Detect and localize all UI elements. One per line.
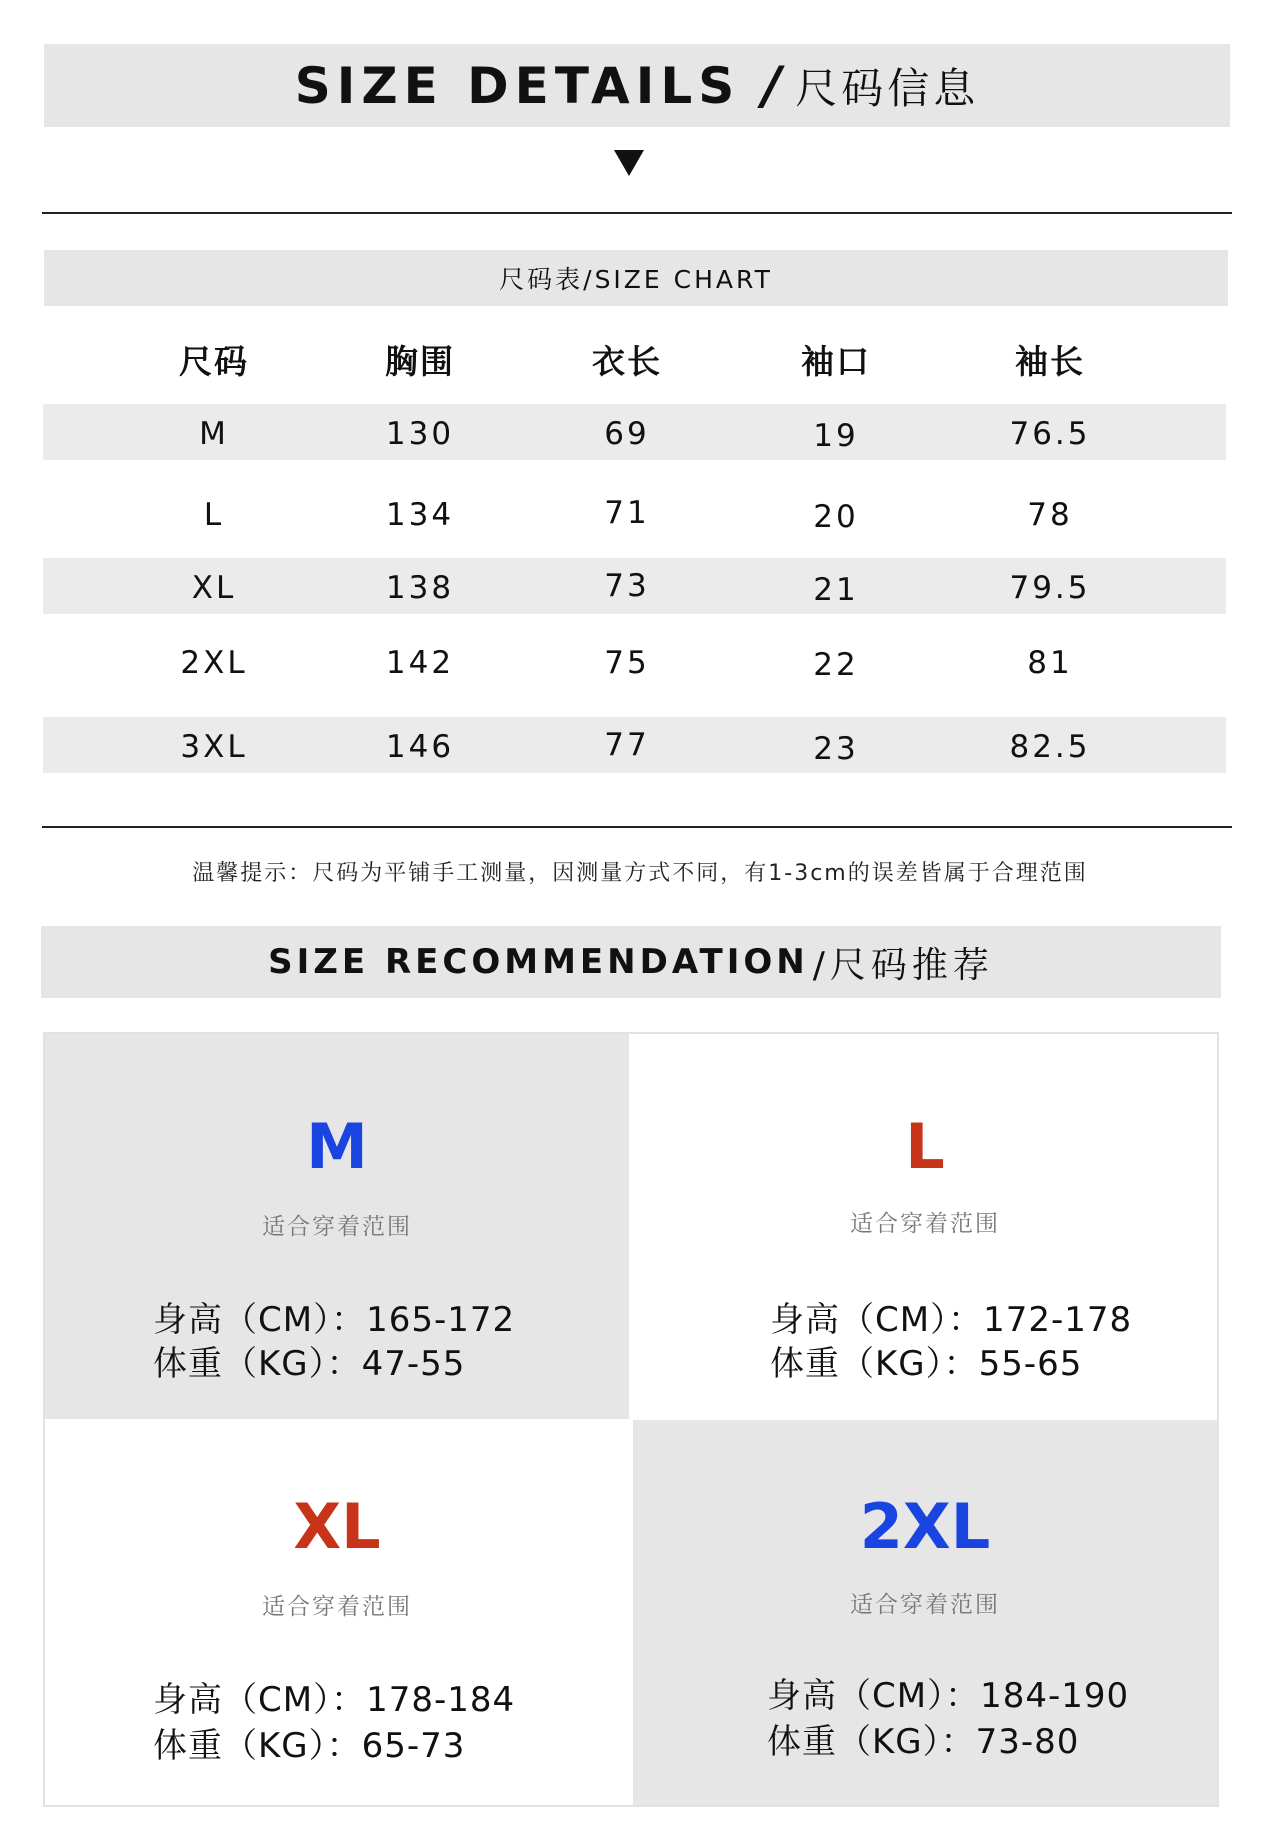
table-cell: 69 <box>604 416 650 452</box>
table-cell: 23 <box>813 731 859 767</box>
card-size-label: L <box>905 1110 945 1183</box>
table-cell: 76.5 <box>1009 416 1091 452</box>
table-cell: 79.5 <box>1009 570 1091 606</box>
card-size-label: 2XL <box>859 1490 991 1563</box>
divider-bottom <box>42 826 1232 828</box>
table-cell: 22 <box>813 647 859 683</box>
card-weight: 体重（KG）：47-55 <box>153 1344 466 1384</box>
card-size-label: XL <box>293 1490 381 1563</box>
table-cell: 20 <box>813 499 859 535</box>
table-cell: L <box>203 497 225 533</box>
table-cell: 19 <box>813 418 859 454</box>
card-height: 身高（CM）：165-172 <box>153 1300 516 1340</box>
recommendation-card-l <box>633 1034 1217 1419</box>
table-cell: 130 <box>385 416 455 452</box>
column-header-length: 衣长 <box>592 342 662 381</box>
recommendation-subtitle: /尺码推荐 <box>812 944 994 986</box>
card-height: 身高（CM）：178-184 <box>153 1680 516 1720</box>
table-cell: XL <box>191 570 237 606</box>
recommendation-card-xl <box>45 1420 629 1805</box>
column-header-chest: 胸围 <box>385 342 455 381</box>
table-cell: 2XL <box>180 645 248 681</box>
recommendation-card-m <box>45 1034 629 1419</box>
column-header-sleeve: 袖长 <box>1015 342 1085 381</box>
card-size-label: M <box>306 1110 368 1183</box>
card-height: 身高（CM）：184-190 <box>767 1676 1130 1716</box>
table-cell: 142 <box>385 645 455 681</box>
card-weight: 体重（KG）：65-73 <box>153 1726 466 1766</box>
column-header-size: 尺码 <box>179 342 249 381</box>
table-cell: 21 <box>813 572 859 608</box>
card-range-label: 适合穿着范围 <box>262 1594 412 1620</box>
table-cell: 146 <box>385 729 455 765</box>
table-cell: 3XL <box>180 729 248 765</box>
table-cell: 73 <box>604 568 650 604</box>
recommendation-title: SIZE RECOMMENDATION <box>268 942 809 982</box>
card-height: 身高（CM）：172-178 <box>770 1300 1133 1340</box>
table-cell: 78 <box>1027 497 1073 533</box>
column-header-cuff: 袖口 <box>801 342 871 381</box>
card-range-label: 适合穿着范围 <box>850 1211 1000 1237</box>
table-cell: 134 <box>385 497 455 533</box>
table-cell: M <box>199 416 229 452</box>
table-cell: 75 <box>604 645 650 681</box>
table-cell: 71 <box>604 495 650 531</box>
header-subtitle: 尺码信息 <box>795 63 980 113</box>
size-chart-table <box>0 0 1280 800</box>
header-slash: / <box>762 55 782 116</box>
card-range-label: 适合穿着范围 <box>850 1592 1000 1618</box>
header-title: SIZE DETAILS <box>294 56 741 115</box>
table-cell: 138 <box>385 570 455 606</box>
table-cell: 77 <box>604 727 650 763</box>
table-cell: 81 <box>1027 645 1073 681</box>
recommendation-grid <box>43 1032 1219 1807</box>
recommendation-card-2xl <box>633 1420 1217 1805</box>
measurement-note: 温馨提示：尺码为平铺手工测量，因测量方式不同，有1-3cm的误差皆属于合理范围 <box>192 861 1088 886</box>
card-weight: 体重（KG）：73-80 <box>767 1722 1080 1762</box>
card-weight: 体重（KG）：55-65 <box>770 1344 1083 1384</box>
size-chart-title: 尺码表/SIZE CHART <box>499 265 773 294</box>
table-cell: 82.5 <box>1009 729 1091 765</box>
size-recommendation-header <box>41 926 1221 998</box>
card-range-label: 适合穿着范围 <box>262 1214 412 1240</box>
